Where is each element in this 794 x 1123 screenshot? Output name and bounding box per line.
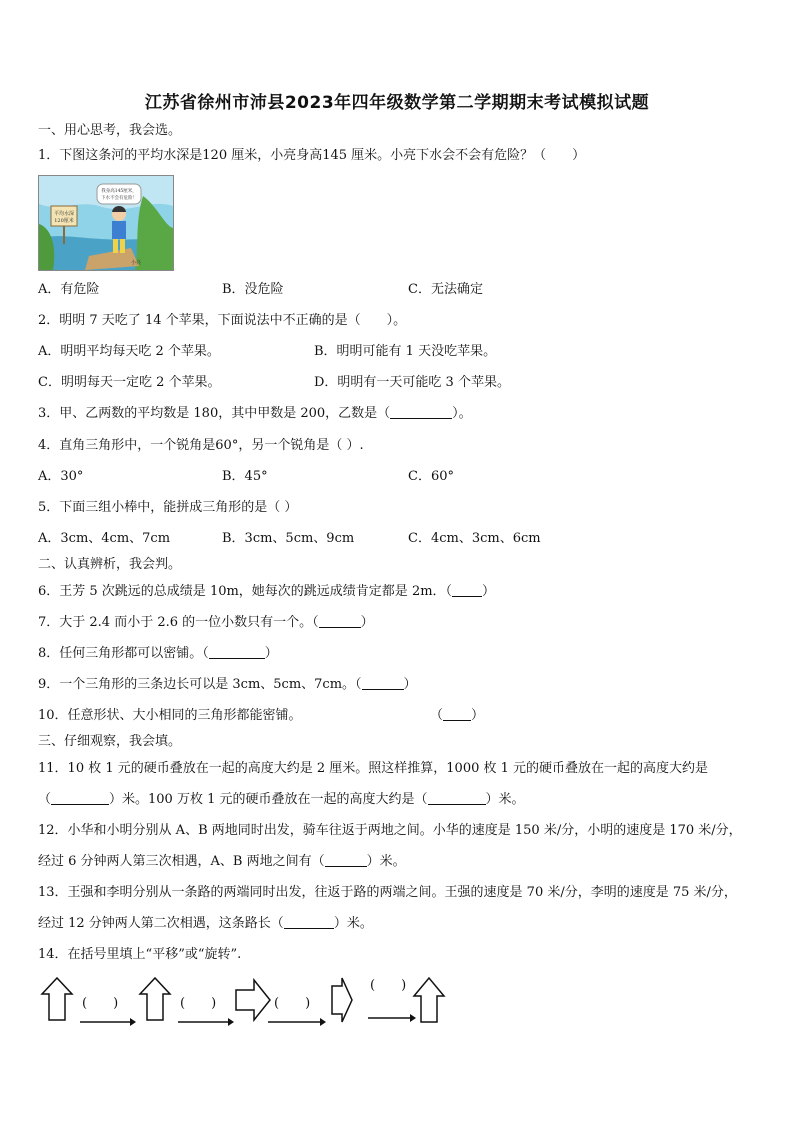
bubble-text-2: 下水不会有危险！: [101, 196, 137, 201]
q14-blank-4[interactable]: ( ): [370, 978, 407, 993]
q5-option-c: C．4cm、3cm、6cm: [408, 531, 541, 546]
q10-answer: [430, 708, 484, 724]
question-8: [38, 646, 278, 662]
boy-name-label: 小亮: [131, 260, 142, 266]
sign-text-2: 120厘米: [54, 218, 74, 224]
q12-text: 经过 6 分钟两人第三次相遇，A、B 两地之间有（: [38, 854, 325, 869]
q9-answer-blank[interactable]: [362, 677, 404, 690]
q14-blank-2[interactable]: ( ): [180, 996, 217, 1011]
q8-text: 8．任何三角形都可以密铺。（: [38, 646, 209, 661]
bubble-text-1: 我身高145厘米，: [101, 189, 137, 194]
question-6: [38, 584, 495, 600]
q4-option-c: C．60°: [408, 469, 454, 484]
q14-blank-1[interactable]: ( ): [82, 996, 119, 1011]
q11-text-end: ）米。: [485, 792, 525, 807]
q1-option-b: B．没危险: [222, 282, 284, 297]
question-7: [38, 615, 374, 631]
question-12-line-1: 12．小华和小明分别从 A、B 两地同时出发，骑车往返于两地之间。小华的速度是 150 米/分，小明的速度是 170 米/分，: [38, 823, 742, 838]
section-2-heading: 二、认真辨析，我会判。: [38, 557, 182, 572]
q12-text-end: ）米。: [366, 854, 406, 869]
q5-option-a: A．3cm、4cm、7cm: [38, 531, 171, 546]
q11-text-mid: ）米。100 万枚 1 元的硬币叠放在一起的高度大约是（: [109, 792, 428, 807]
section-1-heading: 一、用心思考，我会选。: [38, 123, 182, 138]
q13-text-end: ）米。: [333, 916, 373, 931]
question-1: 1．下图这条河的平均水深是120 厘米，小亮身高145 厘米。小亮下水会不会有危险？（ ）: [38, 148, 586, 163]
q14-shapes-figure: [38, 972, 458, 1032]
q7-answer-blank[interactable]: [319, 615, 361, 628]
q6-text: 6．王芳 5 次跳远的总成绩是 10m，她每次的跳远成绩肯定都是 2m．（: [38, 584, 453, 599]
q10-text: 10．任意形状、大小相同的三角形都能密铺。: [38, 708, 302, 723]
q10-paren-open: （: [430, 708, 444, 723]
section-3-heading: 三、仔细观察，我会填。: [38, 734, 182, 749]
q7-text-end: ）: [360, 615, 374, 630]
q2-option-b: B．明明可能有 1 天没吃苹果。: [314, 344, 497, 359]
q11-answer-blank-1[interactable]: [51, 792, 109, 805]
river-scene-icon: [39, 176, 173, 270]
q11-answer-blank-2[interactable]: [428, 792, 486, 805]
question-5: 5．下面三组小棒中，能拼成三角形的是（ ）: [38, 500, 298, 515]
question-11-line-2: [38, 792, 525, 808]
question-12-line-2: [38, 854, 406, 870]
q9-text-end: ）: [403, 677, 417, 692]
q7-text: 7．大于 2.4 而小于 2.6 的一位小数只有一个。（: [38, 615, 319, 630]
q2-option-a: A．明明平均每天吃 2 个苹果。: [38, 344, 220, 359]
q4-option-a: A．30°: [38, 469, 84, 484]
q3-answer-blank[interactable]: [390, 406, 452, 419]
q12-answer-blank[interactable]: [325, 854, 367, 867]
river-illustration: [38, 175, 174, 271]
q2-option-c: C．明明每天一定吃 2 个苹果。: [38, 375, 221, 390]
q14-blank-3[interactable]: ( ): [274, 996, 311, 1011]
q9-text: 9．一个三角形的三条边长可以是 3cm、5cm、7cm。（: [38, 677, 362, 692]
question-13-line-2: [38, 916, 373, 932]
q13-answer-blank[interactable]: [284, 916, 334, 929]
q5-option-b: B．3cm、5cm、9cm: [222, 531, 355, 546]
q2-option-d: D．明明有一天可能吃 3 个苹果。: [314, 375, 510, 390]
q4-option-b: B．45°: [222, 469, 268, 484]
question-3: [38, 406, 472, 422]
q8-answer-blank[interactable]: [209, 646, 265, 659]
q11-paren-open: （: [38, 792, 52, 807]
question-9: [38, 677, 417, 693]
question-4: 4．直角三角形中，一个锐角是60°，另一个锐角是（ ）.: [38, 438, 364, 453]
q1-option-c: C．无法确定: [408, 282, 483, 297]
q13-text: 经过 12 分钟两人第二次相遇，这条路长（: [38, 916, 284, 931]
q3-text-end: ）。: [452, 406, 472, 421]
q6-answer-blank[interactable]: [452, 584, 482, 597]
q8-text-end: ）: [264, 646, 278, 661]
q6-text-end: ）: [482, 584, 496, 599]
q3-text: 3．甲、乙两数的平均数是 180，其中甲数是 200，乙数是（: [38, 406, 391, 421]
page-title: 江苏省徐州市沛县2023年四年级数学第二学期期末考试模拟试题: [144, 93, 650, 113]
question-10: [38, 708, 302, 724]
question-2: 2．明明 7 天吃了 14 个苹果，下面说法中不正确的是（ ）。: [38, 313, 407, 328]
sign-text-1: 平均水深: [53, 211, 75, 217]
question-11-line-1: 11．10 枚 1 元的硬币叠放在一起的高度大约是 2 厘米。照这样推算，1000 枚 1 元的硬币叠放在一起的高度大约是: [38, 761, 709, 776]
q10-paren-close: ）: [471, 708, 485, 723]
question-13-line-1: 13．王强和李明分别从一条路的两端同时出发，往返于路的两端之间。王强的速度是 70 米/分，李明的速度是 75 米/分，: [38, 885, 737, 900]
question-14: 14．在括号里填上“平移”或“旋转”.: [38, 947, 242, 962]
q1-option-a: A．有危险: [38, 282, 100, 297]
q10-answer-blank[interactable]: [443, 708, 471, 721]
